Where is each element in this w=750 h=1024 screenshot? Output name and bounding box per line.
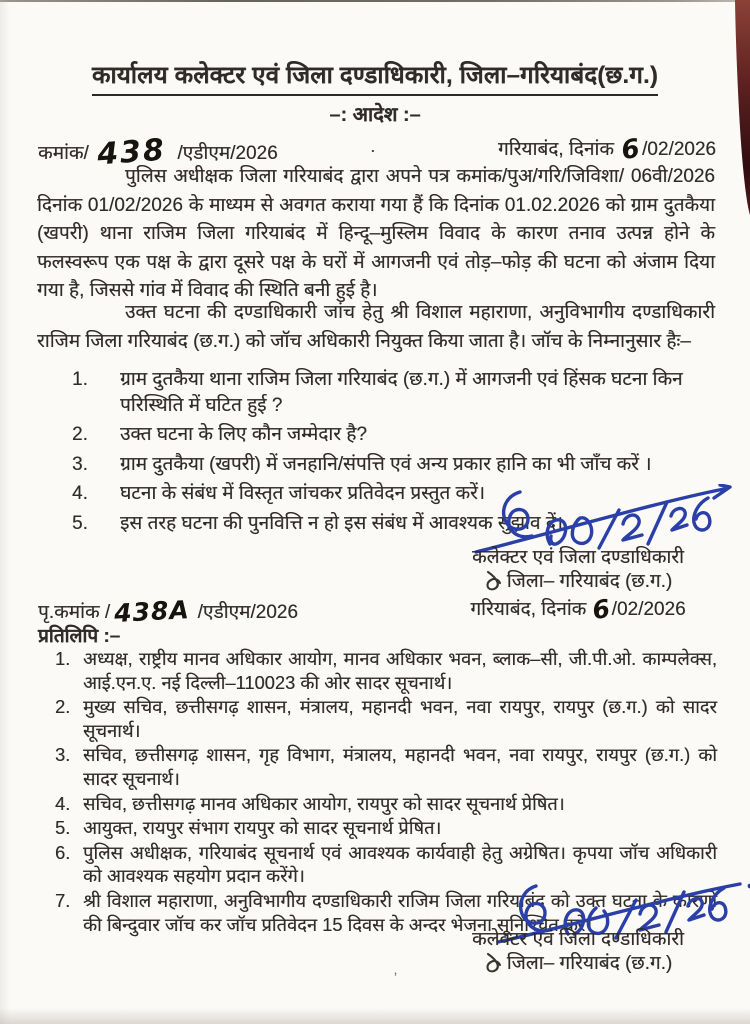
- list-number: 3.: [55, 744, 71, 766]
- paragraph-inquiry-appointment: उक्त घटना की दण्डाधिकारी जांच हेतु श्री विशाल महाराणा, अनुविभागीय दण्डाधिकारी राजिम जिला गरियाबंद (छ.ग.) को जॉच अधिकारी नियुक्त किया जाता है। जॉच के निम्नानुसार हैः–: [37, 302, 715, 352]
- stray-ink-dot: .: [370, 136, 376, 156]
- list-number: 3.: [72, 453, 88, 475]
- pen-flourish-icon: [484, 570, 504, 592]
- pen-flourish-icon: [484, 952, 504, 974]
- list-number: 5.: [72, 512, 88, 534]
- place-date: [498, 132, 716, 167]
- list-item: [72, 452, 714, 478]
- endorsement-reference: [38, 595, 298, 628]
- signatory-designation: कलेक्टर एवं जिला दण्डाधिकारी: [472, 929, 684, 950]
- signature-date-label: गरियाबंद, दिनांक: [470, 599, 587, 620]
- endorsement-ref-suffix: /एडीएम/2026: [197, 602, 298, 623]
- district-line-text: जिला– गरियाबंद (छ.ग.): [506, 571, 673, 592]
- signature-block-bottom: [438, 928, 718, 976]
- list-number: 1.: [72, 369, 88, 390]
- stray-ink-mark: ʼ: [394, 970, 398, 986]
- copies-heading: प्रतिलिपि :–: [38, 626, 121, 647]
- photo-top-edge: [0, 0, 750, 2]
- list-text: इस तरह घटना की पुनवित्ति न हो इस संबंध में आवश्यक सुझाव दें।: [120, 512, 563, 534]
- district-line-text: जिला– गरियाबंद (छ.ग.): [506, 953, 673, 974]
- list-number: 1.: [55, 648, 71, 669]
- signatory-designation: कलेक्टर एवं जिला दण्डाधिकारी: [472, 547, 684, 568]
- list-number: 6.: [55, 841, 71, 863]
- list-text: घटना के संबंध में विस्तृत जांचकर प्रतिवेदन प्रस्तुत करें।: [120, 483, 486, 504]
- list-text: ग्राम दुतकैया (खपरी) में जनहानि/संपत्ति एवं अन्य प्रकार हानि का भी जाँच करें ।: [120, 453, 652, 475]
- reference-row: [38, 126, 716, 173]
- list-text: श्री विशाल महाराणा, अनुविभागीय दण्डाधिकारी राजिम जिला गरियाबंद को उक्त घटना के कारणो की बिन्दुवार जॉच कर जॉच प्रतिवेदन 15 दिवस के अन्दर भेजना सूनिश्चित करे।: [83, 889, 717, 935]
- list-item: [55, 647, 717, 694]
- list-text: ग्राम दुतकैया थाना राजिम जिला गरियाबंद (छ.ग.) में आगजनी एवं हिंसक घटना किन परिस्थिति में घटित हुई ?: [120, 369, 683, 416]
- reference-number: [38, 132, 278, 173]
- place-date-label: गरियाबंद, दिनांक: [498, 139, 614, 160]
- handwritten-day: 6: [590, 593, 613, 626]
- handwritten-ref-number: 438: [95, 132, 167, 173]
- date-suffix: /02/2026: [642, 139, 716, 160]
- list-number: 2.: [72, 424, 88, 445]
- office-title-text: कार्यालय कलेक्टर एवं जिला दण्डाधिकारी, जिला–गरियाबंद(छ.ग.): [92, 58, 658, 96]
- handwritten-endorsement-number: 438A: [113, 595, 191, 628]
- signatory-district-line: [438, 570, 718, 594]
- list-text: आयुक्त, रायपुर संभाग रायपुर को सादर सूचनार्थ प्रेषित।: [83, 817, 442, 839]
- list-item: [55, 743, 717, 790]
- list-number: 7.: [55, 889, 71, 911]
- ref-suffix: /एडीएम/2026: [177, 143, 278, 164]
- list-text: अध्यक्ष, राष्ट्रीय मानव अधिकार आयोग, मानव अधिकार भवन, ब्लाक–सी, जी.पी.ओ. काम्पलेक्स, आई.एन.ए. नई दिल्ली–110023 की ओर सादर सूचनार्थ।: [83, 648, 717, 693]
- signature-date-line: [438, 593, 718, 626]
- list-number: 2.: [55, 696, 71, 718]
- endorsement-ref-label: पृ.कमांक /: [38, 602, 111, 623]
- paragraph-incident-report: पुलिस अधीक्षक जिला गरियाबंद द्वारा अपने पत्र कमांक/पुअ/गरि/जिविशा/ 06वी/2026 दिनांक 01/02/2026 के माध्यम से अवगत कराया गया हैं कि दिनांक 01.02.2026 को ग्राम दुतकैया (खपरी) थाना राजिम जिला गरियाबंद में हिन्दू–मुस्लिम विवाद के कारण तनाव उत्पन्न होने के फलस्वरूप एक पक्ष के द्वारा दूसरे पक्ष के घरों में आगजनी एवं तोड़–फोड़ की घटना को अंजाम दिया गया है, जिससे गांव में विवाद की स्थिति बनी हुई है।: [37, 166, 715, 301]
- list-number: 4.: [72, 483, 88, 504]
- list-text: मुख्य सचिव, छत्तीसगढ़ शासन, मंत्रालय, महानदी भवन, नवा रायपुर, रायपुर (छ.ग.) को सादर सूचनार्थ।: [83, 696, 717, 741]
- list-item: [55, 816, 717, 840]
- signature-date-suffix: /02/2026: [611, 599, 686, 620]
- list-text: पुलिस अधीक्षक, गरियाबंद सूचनार्थ एवं आवश्यक कार्यवाही हेतु अग्रेषित। कृपया जॉच अधिकारी को आवश्यक सहयोग प्रदान करेंगे।: [83, 841, 717, 887]
- list-item: [72, 367, 714, 418]
- photo-left-shade: [0, 0, 10, 1024]
- list-text: उक्त घटना के लिए कौन जम्मेदार है?: [120, 424, 367, 445]
- photo-bottom-shade: [0, 1008, 750, 1024]
- list-number: 4.: [55, 792, 71, 814]
- list-item: [55, 695, 717, 742]
- ref-label: कमांक/: [38, 143, 89, 164]
- signature-block-top: [438, 546, 718, 626]
- signatory-district-line: [438, 952, 718, 976]
- list-number: 5.: [55, 817, 71, 839]
- office-title: [0, 58, 750, 96]
- list-item: [72, 422, 714, 448]
- list-text: सचिव, छत्तीसगढ़ मानव अधिकार आयोग, रायपुर को सादर सूचनार्थ प्रेषित।: [83, 792, 565, 814]
- order-heading: –: आदेश :–: [329, 104, 421, 126]
- list-item: [55, 792, 717, 816]
- handwritten-day: 6: [619, 133, 642, 167]
- list-text: सचिव, छत्तीसगढ़ शासन, गृह विभाग, मंत्रालय, महानदी भवन, नवा रायपुर, रायपुर (छ.ग.) को सादर सूचनार्थ।: [83, 744, 717, 789]
